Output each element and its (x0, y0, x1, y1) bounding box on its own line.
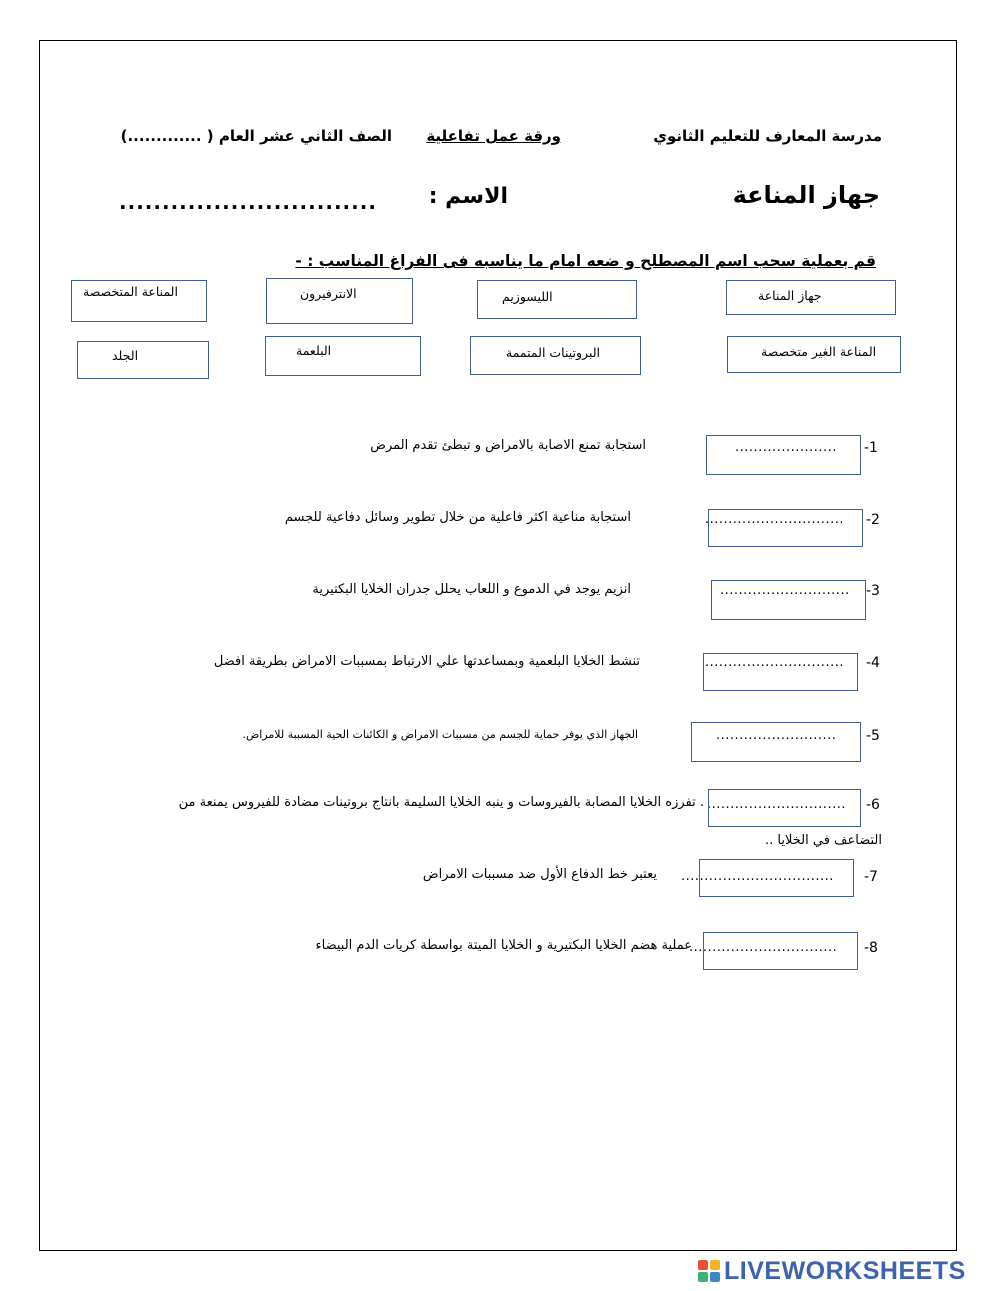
school-name: مدرسة المعارف للتعليم الثانوي (653, 127, 882, 145)
answer-dots: ................................ (689, 940, 838, 955)
question-number: -4 (866, 655, 880, 671)
answer-dots: .............................. (705, 655, 844, 670)
answer-drop-box[interactable] (703, 653, 858, 691)
logo-square-e (710, 1272, 720, 1282)
instruction: قم بعملية سحب اسم المصطلح و ضعه امام ما يناسبه فى الفراغ المناسب : - (295, 252, 876, 270)
word-card[interactable] (266, 278, 413, 324)
answer-dots: .......................... (716, 728, 837, 743)
answer-dots: .............................. (705, 512, 844, 527)
word-card-label: البلعمة (296, 343, 332, 358)
answer-dots: ...................... (735, 440, 837, 455)
answer-dots: ............................ (720, 583, 850, 598)
question-number: -5 (866, 728, 880, 744)
answer-drop-box[interactable] (699, 859, 854, 897)
word-card-label: الانترفيرون (300, 286, 357, 301)
word-card[interactable] (77, 341, 209, 379)
page-title: جهاز المناعة (732, 181, 880, 209)
word-card-label: البروتينات المتممة (506, 345, 600, 360)
word-card[interactable] (477, 280, 637, 319)
answer-drop-box[interactable] (708, 509, 863, 547)
question-text: تنشط الخلايا البلعمية وبمساعدتها علي الارتباط بمسببات الامراض بطريقة افضل (213, 654, 640, 669)
liveworksheets-logo (698, 1256, 966, 1286)
logo-square-v (698, 1272, 708, 1282)
worksheet-type: ورقة عمل تفاعلية (426, 127, 561, 145)
brand-name: LIVEWORKSHEETS (724, 1256, 966, 1285)
word-card[interactable] (71, 280, 207, 322)
answer-drop-box[interactable] (691, 722, 861, 762)
question-number: -7 (864, 869, 878, 885)
logo-square-l (698, 1260, 708, 1270)
question-text: يعتبر خط الدفاع الأول ضد مسببات الامراض (422, 867, 657, 882)
word-card[interactable] (726, 280, 896, 315)
word-card-label: جهاز المناعة (758, 288, 822, 303)
question-text: استجابة تمنع الاصابة بالامراض و تبطئ تقدم المرض (370, 438, 646, 453)
worksheet-page (39, 40, 957, 1251)
answer-drop-box[interactable] (711, 580, 866, 620)
word-card[interactable] (265, 336, 421, 376)
question-text-continued: التضاعف في الخلايا .. (765, 833, 882, 848)
answer-drop-box[interactable] (703, 932, 858, 970)
question-number: -1 (864, 440, 878, 456)
word-card-label: الجلد (112, 348, 139, 363)
answer-dots: ................................. (681, 869, 834, 884)
word-card[interactable] (470, 336, 641, 375)
answer-drop-box[interactable] (708, 789, 861, 827)
word-card-label: الليسوزيم (502, 289, 553, 304)
question-text: انزيم يوجد في الدموع و اللعاب يحلل جدران الخلايا البكتيرية (312, 582, 631, 597)
question-number: -6 (866, 797, 880, 813)
answer-drop-box[interactable] (706, 435, 861, 475)
question-number: -3 (866, 583, 880, 599)
question-text: الجهاز الذي يوفر حماية للجسم من مسببات الامراض و الكائنات الحية المسببة للامراض. (242, 728, 638, 741)
answer-dots: .............................. (707, 797, 846, 812)
name-field[interactable]: .............................. (119, 190, 377, 214)
logo-square-i (710, 1260, 720, 1270)
word-card-label: المناعة الغير متخصصة (761, 344, 877, 359)
question-number: -2 (866, 512, 880, 528)
question-text: عملية هضم الخلايا البكتيرية و الخلايا الميتة بواسطة كريات الدم البيضاء (315, 938, 692, 953)
liveworksheets-logo-icon (698, 1260, 720, 1282)
question-text: استجابة مناعية اكثر فاعلية من خلال تطوير وسائل دفاعية للجسم (284, 510, 631, 525)
word-card-label: المناعة المتخصصة (83, 284, 178, 299)
word-card[interactable] (727, 336, 901, 373)
question-text: . تفرزه الخلايا المصابة بالفيروسات و ينبه الخلايا السليمة بانتاج بروتينات مضادة للفيروس يمنعة من (178, 795, 704, 810)
name-label: الاسم : (428, 184, 508, 209)
question-number: -8 (864, 940, 878, 956)
grade-label: الصف الثاني عشر العام ( .............) (120, 127, 392, 145)
